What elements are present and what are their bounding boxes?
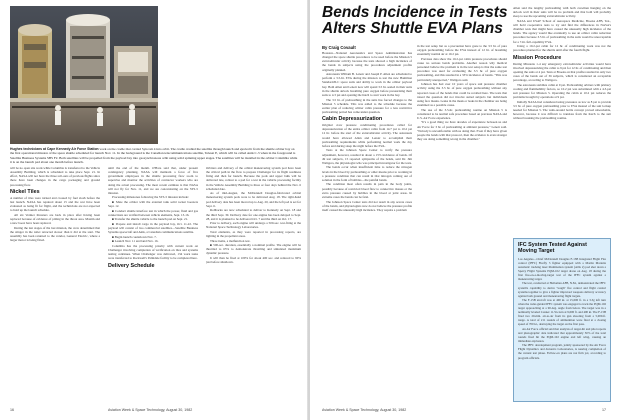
- caption-text: work on the cradle that carried Syncom 4 into orbit. The cradle cradled the satellite through launch and ejected it from the shuttle orbiter bay on the first operational mission of the space shuttle scheduled for launch Nov. 11. In the background is the Canadian telecommunications satellite, Telesat E, which will be called Anik C-3 when in the foreground is Satellite Business Systems SBS F2. Both satellites will be propelled from the payload bay into geosynchronous orbit using solid spinning upper stages. The satellites will be installed in the orbiter Columbia while it is on the launch pad about one month before launch.: [10, 147, 298, 164]
- subhead: Delivery Schedule: [108, 262, 155, 269]
- paragraph: ■ Transfer the shuttle vehicle to the launch pad on Sept. 21.: [112, 217, 189, 222]
- photo-caption: [10, 147, 298, 164]
- right-column-2: [417, 44, 507, 402]
- paragraph: Columbia has the processing priority with current work on Challenger involving completion of verification on tiles and systems testing continues. When Challenger was delivered, 134 work tasks were transferred to Rockwell's Palmdale facility to be completed here.: [108, 243, 198, 261]
- paragraph: in the test setup but as a precaution have gone to the 3.5 hr. of pure oxygen prebreathing before the EVA instead of 12 hr. of breathing essentially normal air at 10.2 psi.: [417, 44, 507, 57]
- paragraph: As of mid-August, the McDonnell Douglas-fabricated orbital maneuvering system pods were to be delivered Aug. 18. The right-hand pod delivery date has been moved up to Aug. 20, and the left pod is set for Sept. 6.: [206, 191, 301, 208]
- paragraph: Johnson has had over 10 years of space suit pressure chamber activity using the 3.5 hr. of pure oxygen prebreathing without any reported cases of the bends that could be recalled here. The tests that raised the question did not involve suited subjects but individuals using face masks. Leaks in the mask or leaks in the chamber are being examined as a possible cause.: [417, 82, 507, 107]
- paragraph: Prior to delivery, each engine will undergo a 500-sec. test-firing at the National Space Technology Laboratories.: [206, 221, 301, 230]
- paragraph: It will then be fired at 109% for about 400 sec. and reduced to 90% just before shutdown.: [206, 256, 301, 265]
- folio-left: Aviation Week & Space Technology, August 30, 1982: [108, 408, 193, 412]
- paragraph: Original crew pressure conditioning procedures called for depressurization of the entire orbiter cabin from 14.7 psi to 10.2 psi 12 hr. before the start of the extravehicular activity. The astronauts would have allowed Allen and Lenoir to accomplish their prebreathing requirements while performing normal work the day before and during sleep the night before the EVA.: [322, 123, 412, 148]
- sidebar-body: [514, 257, 610, 360]
- paragraph: The condition most often results in pain in the body joints, possibly because of restricted blood flow to connective tissues or the extra pressure caused by bubbles in the blood at joint areas. In extreme cases the bends can be fatal.: [322, 182, 412, 199]
- paragraph: The astronauts stabilize cabin at 9 psi. Prebreathing orbiters with primary cooling and flammability factors, so 10.2 psi was substituted with a 4.3-psi suit pressure for Mission 5. Operating the cabin at 10.2 psi reduces the problems brought by operations at 9 psi.: [513, 82, 611, 100]
- paragraph: Initially NASA had considered using pressures as low as 8 psi to provide 3.5 hr. of pure oxygen prebreathing prior to EVA instead of the suit lockup needed for Mission 5. The walk-around bottle concept proved unworkable, however, because it was difficult to translate from the hatch to the suit without breaking the prebreathing routine.: [513, 99, 611, 121]
- paragraph: ■ Mate the orbiter with the external tank solid rocket boosters Sept. 12.: [108, 200, 198, 209]
- paragraph: will be no open site work while Columbia is transferred to the Vehicle Assembly Building, which is scheduled to take place Sept. 21. In effect, NASA will not have the three roll-outs of previous flights since there have been changes in the cargo packaging and ground processing flow.: [10, 166, 100, 187]
- paragraph: The F-15B aircraft was at 400 kt. at 15,000 ft. in a 3.3g left turn when the radar-guided IFFC system was engaged to track the PQM-102 target approaching at a 90-deg. angle from below. The target was in a nominally leveled Conner 11.5G turn at 9,000 ft. and 400 kt. The F-15B fired two 20-mm. air-to-air from its gun shooting from a 5,000-ft. range. A total of 211 rounds of ammunition were fired at a closing speed of 700 kt., destroying the target on the first pass.: [518, 298, 606, 327]
- paragraph: During Missions 1-4 any emergency extravehicular activities would have involved depressurizing the cabin to 9 psi for 12 hr. of conditioning and then opening the suits at 4 psi. Tests at Brooks on that profile resulted in only two cases of the bends out of 36 subjects, which is considered an acceptable percentage, according to Waligora.: [513, 61, 611, 83]
- satellite-photo: [10, 6, 158, 144]
- paragraph: ■ 500-sec. duration, essentially a nominal profile. The engine will be throttled to 65% to demonstrate throttling and simulated maximum dynamic pressure.: [206, 243, 301, 256]
- subhead: Nickel Tiles: [10, 188, 40, 195]
- paragraph: Allen said the lengthy prebreathing with both crewmen hanging on the airlock wall in their suits will be no problem and that both will probably sleep to use the upcoming extravehicular activity.: [513, 6, 611, 19]
- caption-bold: Hughes technicians at Cape Kennedy Air Force Station: [10, 147, 99, 151]
- paragraph: Previous data show the 10.2-psi cabin pressure procedures should cause no serious bends problems. Another reason why medical personnel believe the problem is in the test setup is that the same test procedure was used for evaluating the 3.5 hr. of pure oxygen prebreathing, and this resulted in a 33% incidence of bends. "This was particularly unexpected," Waligora said.: [417, 56, 507, 82]
- paragraph: ■ Prepare and install cargo in the payload bay, Oct. 11-22. The payload will consist of two commercial satellites—Satellite Business Systems spacecraft and Anik, a Canadian communications satellite.: [108, 221, 198, 235]
- page-number-left: 16: [10, 408, 14, 412]
- sidebar-box: [513, 238, 611, 402]
- left-column-2: [108, 166, 198, 402]
- satellite-photo-image: [10, 6, 158, 144]
- sidebar-title: IFC System Tested Against Moving Target: [518, 242, 587, 255]
- paragraph: ■ Begin launch countdown Nov. 7.: [112, 234, 157, 239]
- paragraph: The bends occur when insufficient time to reduce the nitrogen levels in the blood by prebreathing or other means prior to working in a pressure condition that can result in that nitrogen coming out of solution in the form of bubbles—the painful bends.: [322, 165, 412, 182]
- subhead: Mission Procedure: [513, 54, 562, 61]
- article-headline: Bends Incidence in Tests Alters Shuttle EVA Plans: [322, 4, 508, 37]
- paragraph: ■ Launch Nov. 11 and land Nov. 16.: [112, 239, 159, 244]
- byline: By Craig Covault: [322, 45, 356, 50]
- paragraph: Astronauts William B. Lenoir and Joseph P. Allen are scheduled to perform a 3.5-hr. EVA during the mission to test the new Hamilton Standard/ILC space suits and ability to work in the orbiter payload bay. Both Allen and Lenoir now will spend 3.5 hr. sealed in their suits in the shuttle airlock breathing pure oxygen before pressurizing their suits to 4.3 psi and opening the hatch to start work in the bay.: [322, 72, 412, 97]
- paragraph: The test, conducted at Holloman AFB, N.M., demonstrated the IFFC system's capability to derive "tough" fire control and flight control systems together to give a fighter improved weapons delivery accuracy against both ground and maneuvering flight targets.: [518, 281, 606, 298]
- paragraph: Total elements, as they were reported in processing reports, are lighting in the propellant areas.: [206, 229, 301, 239]
- paragraph: Using a 10.2-psi cabin for 12 hr. of conditioning work was not the procedure planned for the shuttle until after the fourth flight.: [513, 44, 611, 53]
- paragraph: A number of tiles were nicked and crossed by fuel slosh before the last launch. NASA has repaired about 15 and the rest have been evaluated as being fit for flight, and the technicians are not expected to hold up the launch schedule.: [10, 195, 100, 213]
- page-number-right: 17: [602, 408, 606, 412]
- left-column-3: [206, 166, 301, 402]
- paragraph: ■ Conduct shuttle interface test in which the power, fluid and gas connections are verified between vehicle elements, Sept. 13-16.: [108, 208, 198, 217]
- paragraph: Processing milestones following the STS-5 mission include:: [112, 195, 189, 200]
- paragraph: The Johnson Space Center tests did not result in any severe cases of the bends, and physiologists now do not believe the pressure profile itself caused the unusually high incidence. They require a problem: [322, 199, 412, 212]
- paragraph: During the last stages of the last mission, the crew determined that the stinger in the toilet retracted slower than it did at the start. The assembly has been returned to the vendor, General Electric, where a larger motor is being fitted.: [10, 225, 100, 243]
- subhead: Cabin Depressurization: [322, 116, 383, 123]
- paragraph: Tests at the Johnson Space Center to verify the pressure adjustment, however, resulted in about a 15% incidence of bends. Of 49 test subjects, 15 reported symptoms of the bends, said Dr. Jim Waligora, the physiologist who was principal investigator for the tests.: [322, 148, 412, 165]
- paragraph: until the end of the month. O'Hara said that, under present contingency planning, NASA will maintain a force of five government employees in the shuttle processing flow room to supervise and monitor the activities of contractor workers who are doing the actual processing. The most recent estimate is that NASA will not fly for Nov. 11, and we are concentrating on the STS-5 mission.: [108, 166, 198, 195]
- paragraph: All six Vernier thrusters are back in place after having been replaced because of evidence of pitting in the throat area. Maxim and a new boost have been replaced.: [10, 212, 100, 226]
- right-column-3: [513, 6, 611, 234]
- paragraph: Orbiters and delivery of the orbital maneuvering system pod have been the critical path in the flow to prepare Challenger for its flight readiness firing and then for launch. Because the pods and upper bulk will be delivered late, rollout to a pad for a test in the vehicle processing facility in the Vehicle Assembly Building is three or four days behind the Nov. 6 scheduled date.: [206, 166, 301, 191]
- paragraph: NASA and USAF School of Aerospace Medicine, Brooks AFB, Tex., will hold cooperative tests to try and find the differences in NASA's chamber tests that might have caused the unusually high incidence of the bends. The agency would like eventually to use an orbiter cabin reduction procedure because 3.5 hr. of prebreathing in the suits would be unacceptable for a 7-hr. full-capability EVA.: [513, 18, 611, 44]
- right-column-1: [322, 44, 412, 402]
- paragraph: Three items, a malfunction test.: [210, 238, 251, 243]
- paragraph: Los Angeles—Chief McDonnell Douglas F-15B Integrated Flight Fire control (IFFC) Firefly 3 fighter equipped with a Martin Marietta automatic tracking laser illumination system (Atlis 2) pod shot down a Sperry Flight Systems PQM-102 target drone on Aug. 18 during the first fire-on-a-moving-target test of the IFFC system against a maneuvering target.: [518, 256, 606, 282]
- left-page: [0, 0, 308, 420]
- paragraph: "It's a good thing we have decades of experience between us and Air Force for 3 hr. of prebreathing at ambient pressure," Lenoir said. "Nobody is uncomfortable with us doing that. Even if they have given people the bends with that protocol, then the evidence is even stronger they are doing something wrong in the chamber.": [417, 120, 507, 141]
- right-page: [310, 0, 618, 420]
- paragraph: The 3.5 hr. of prebreathing in the suits has forced changes to the Mission 5 schedule. This was added to the schedule because the earlier plan of reducing orbiter cabin pressure for a less restrictive prebreathing period has come under question.: [322, 97, 412, 114]
- paragraph: Rollbacks are now scheduled to deliver to Kennedy on Sept. 18 and the third Sept. 30. Delivery date for one engine has been delayed to Sept. 28, and it is planned to be delivered Oct. 7 and the third on Oct. 17.: [206, 208, 301, 221]
- paragraph: An Air Force official said that analysis of target-hit and pilot reports and photographic data indicated that approximately 50% of the total rounds fired hit the PQM-102 engine and left wing, causing an immediate explosion.: [518, 326, 606, 343]
- left-column-3-top: [163, 6, 301, 146]
- paragraph: The use of the 3.5-hr. prebreathing routine on Mission 5 is considered to be normal safe procedure based on previous NASA and U.S. Air Force experience.: [417, 107, 507, 120]
- paragraph: Houston—National Aeronautics and Space Administration has changed the space shuttle procedures to be used before the Mission 5 extravehicular activity because the tests showed a high incidence of the bends in subjects using the procedures adjustment profile originally planned.: [322, 51, 412, 72]
- paragraph: The IFFC development program, jointly sponsored by the Air Force Flight Dynamics and Avionics Laboratories, is nearing completion of the current test phase. Follow-on plans are not firm yet, according to program officials.: [518, 343, 606, 360]
- left-column-1: [10, 166, 100, 402]
- folio-right: Aviation Week & Space Technology, August 30, 1982: [322, 408, 407, 412]
